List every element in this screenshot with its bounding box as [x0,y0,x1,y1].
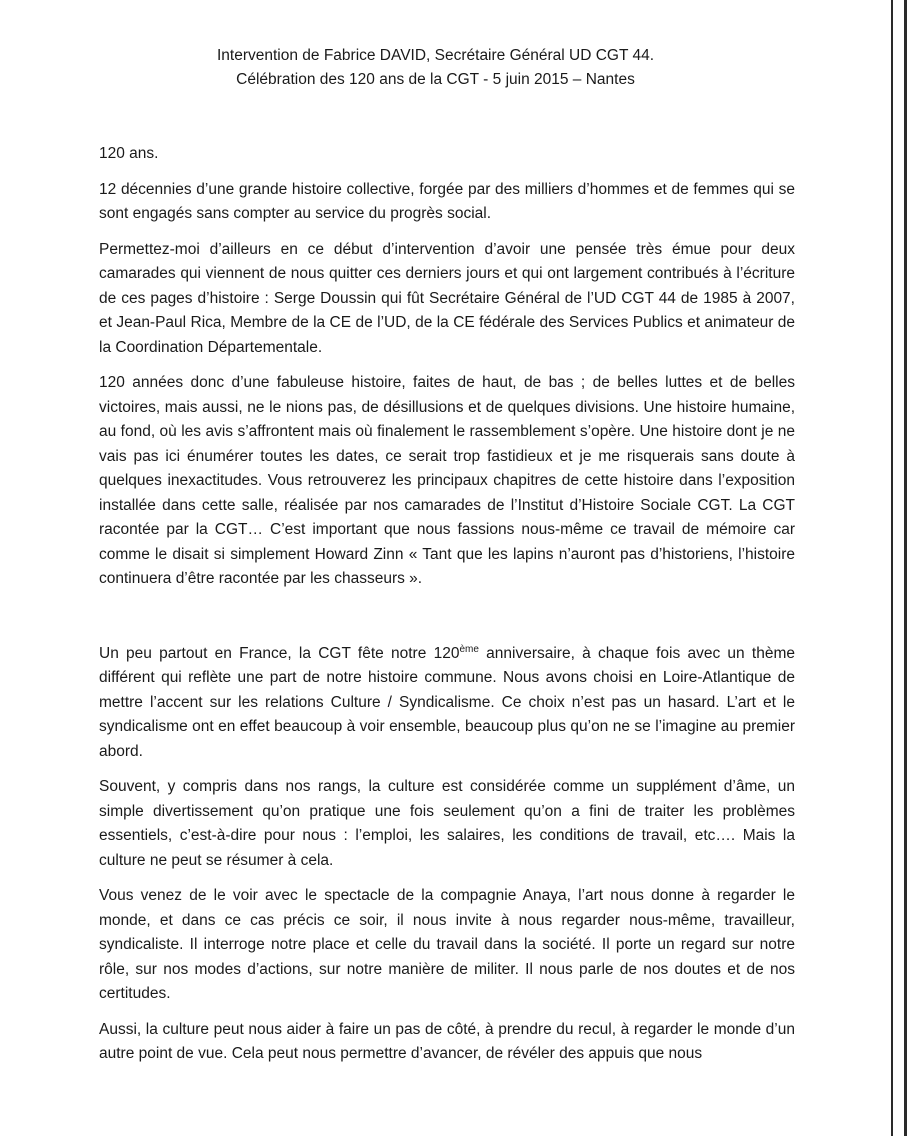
paragraph-1: 120 ans. [99,145,159,162]
ordinal-superscript: ème [459,643,479,655]
paragraph-6: Souvent, y compris dans nos rangs, la culture est considérée comme un supplément d’âme, un simple divertissement qu’on pratique une fois seulement qu’on a fini de traiter les problèmes essentiels, c’est-à-dire pour nous : l’emploi, les salaires, les conditions de travail, etc…. Mais la culture ne peut se résumer à cela. [99,778,795,869]
document-body [99,142,795,1078]
paragraph-5-end: anniversaire, à chaque fois avec un thème différent qui reflète une part de notre histoire commune. Nous avons choisi en Loire-Atlantique de mettre l’accent sur les relations Culture / Syndicalisme. Ce choix n’est pas un hasard. L’art et le syndicalisme ont en effet beaucoup à voir ensemble, beaucoup plus qu’on ne se l’imagine au premier abord. [99,644,795,760]
paragraph-5-start: Un peu partout en France, la CGT fête notre 120 [99,644,460,662]
paragraph-3: Permettez-moi d’ailleurs en ce début d’intervention d’avoir une pensée très émue pour deux camarades qui viennent de nous quitter ces derniers jours et qui ont largement contribués à l’écriture de ces pages d’histoire : Serge Doussin qui fût Secrétaire Général de l’UD CGT 44 de 1985 à 2007, et Jean-Paul Rica, Membre de la CE de l’UD, de la CE fédérale des Services Publics et animateur de la Coordination Départementale. [99,240,795,356]
header-subtitle-line: Célébration des 120 ans de la CGT - 5 juin 2015 – Nantes [236,71,635,88]
paragraph-8: Aussi, la culture peut nous aider à faire un pas de côté, à prendre du recul, à regarder le monde d’un autre point de vue. Cela peut nous permettre d’avancer, de révéler des appuis que nous [99,1020,795,1062]
paragraph-4: 120 années donc d’une fabuleuse histoire, faites de haut, de bas ; de belles luttes et de belles victoires, mais aussi, ne le nions pas, de désillusions et de quelques divisions. Une histoire humaine, au fond, où les avis s’affrontent mais où finalement le rassemblement s’opère. Une histoire dont je ne vais pas ici énumérer toutes les dates, ce serait trop fastidieux et je me risquerais sans doute à quelques inexactitudes. Vous retrouverez les principaux chapitres de cette histoire dans l’exposition installée dans cette salle, réalisée par nos camarades de l’Institut d’Histoire Sociale CGT. La CGT racontée par la CGT… C’est important que nous fassions nous-même ce travail de mémoire car comme le disait si simplement Howard Zinn « Tant que les lapins n’auront pas d’historiens, l’histoire continuera d’être racontée par les chasseurs ». [99,374,795,587]
document-header [0,44,871,92]
header-title-line: Intervention de Fabrice DAVID, Secrétaire Général UD CGT 44. [216,47,655,64]
paragraph-2: 12 décennies d’une grande histoire collective, forgée par des milliers d’hommes et de femmes qui se sont engagés sans compter au service du progrès social. [99,180,795,222]
paragraph-7: Vous venez de le voir avec le spectacle de la compagnie Anaya, l’art nous donne à regarder le monde, et dans ce cas précis ce soir, il nous invite à nous regarder nous-même, travailleur, syndicaliste. Il interroge notre place et celle du travail dans la société. Il porte un regard sur notre rôle, sur nos modes d’actions, sur notre manière de militer. Il nous parle de nos doutes et de nos certitudes. [99,887,795,1002]
paragraph-5 [99,642,795,765]
